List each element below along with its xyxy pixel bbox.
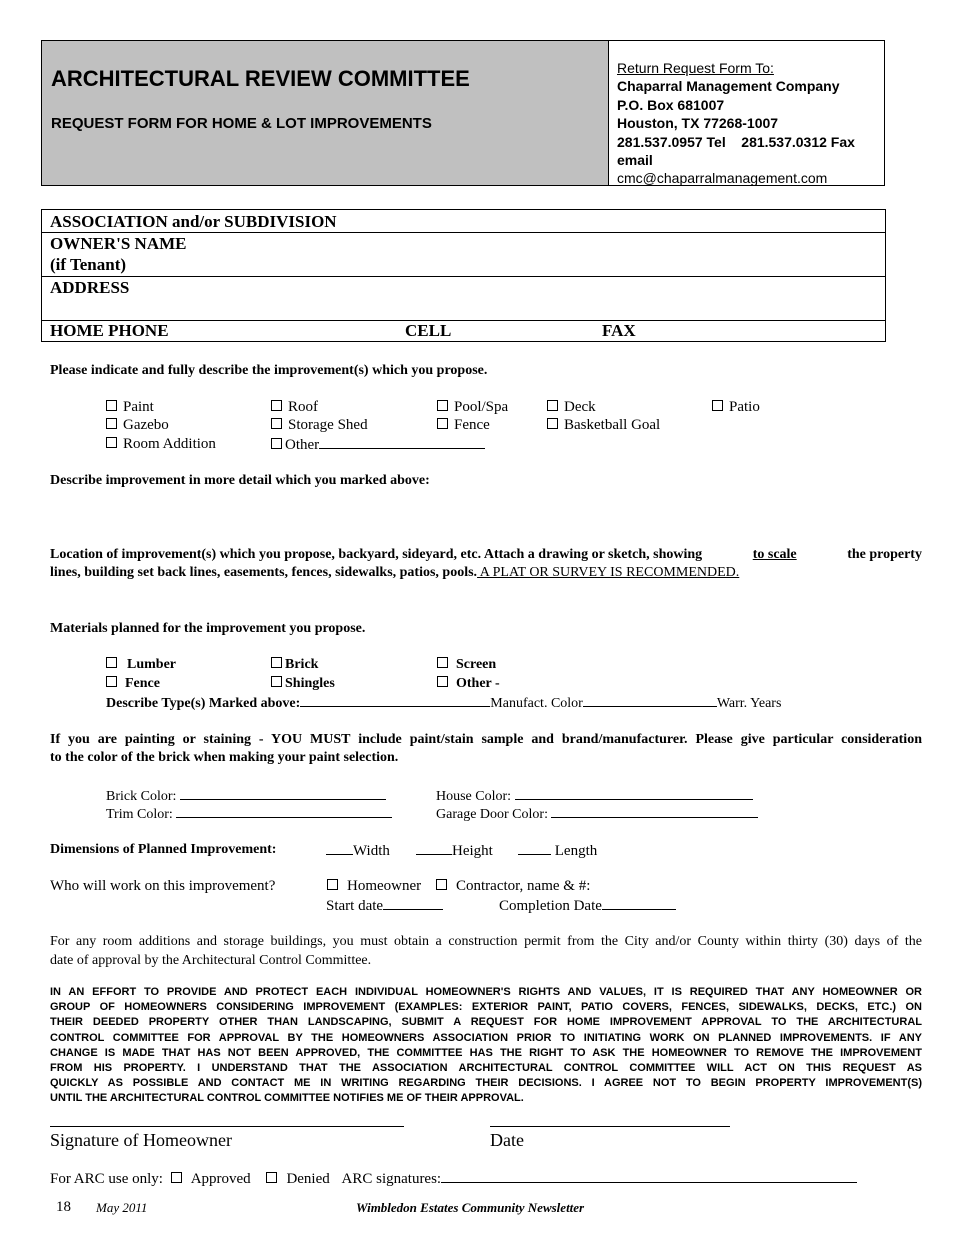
checkbox[interactable] [106, 657, 117, 668]
option-gazebo[interactable]: Gazebo [106, 417, 169, 434]
dimensions-label: Dimensions of Planned Improvement: [50, 842, 277, 857]
checkbox[interactable] [271, 400, 282, 411]
width-field[interactable]: Width [326, 842, 390, 860]
association-label: ASSOCIATION and/or SUBDIVISION [50, 212, 337, 231]
signature-label: Signature of Homeowner [50, 1130, 232, 1150]
arc-label: For ARC use only: [50, 1171, 163, 1187]
detail-prompt: Describe improvement in more detail which you marked above: [50, 473, 430, 488]
checkbox[interactable] [266, 1172, 277, 1183]
arc-denied-option[interactable]: Denied [266, 1171, 329, 1187]
checkbox[interactable] [437, 418, 448, 429]
company-name: Chaparral Management Company [617, 78, 840, 95]
checkbox[interactable] [106, 418, 117, 429]
option-deck[interactable]: Deck [547, 399, 596, 416]
fax-label: FAX [602, 321, 636, 340]
return-address [617, 59, 885, 188]
approval-notice: IN AN EFFORT TO PROVIDE AND PROTECT EACH INDIVIDUAL HOMEOWNER'S RIGHTS AND VALUES, IT IS REQUIRED THAT ANY HOMEOWNER OR GROUP OF HOMEOWNERS CONSIDERING IMPROVEMENT (EXAMPLES: EXTERIOR PAINT, PATIO COVERS, FENCES, SIDEWALKS, DECKS, ETC.) ON THEIR DEEDED PROPERTY OTHER THAN LANDSCAPING, SUBMIT A REQUEST FOR HOME IMPROVEMENT APPROVAL TO THE ARCHITECTURAL CONTROL COMMITTEE FOR APPROVAL BY THE HOMEOWNERS ASSOCIATION PRIOR TO INITIATING WORK ON PLANNED IMPROVEMENTS. IF ANY CHANGE IS MADE THAT HAS NOT BEEN APPROVED, THE COMMITTEE HAS THE RIGHT TO ASK THE HOMEOWNER TO REMOVE THE IMPROVEMENT FROM HIS PROPERTY. I UNDERSTAND THAT THE ASSOCIATION ARCHITECTURAL CONTROL COMMITTEE WILL ACT ON THIS REQUEST AS QUICKLY AS POSSIBLE AND CONTACT ME IN WRITING REGARDING THEIR DECISIONS. I AGREE NOT TO BEGIN PROPERTY IMPROVEMENT(S) UNTIL THE ARCHITECTURAL CONTROL COMMITTEE NOTIFIES ME OF THEIR APPROVAL. [50, 986, 922, 1105]
permit-line-1: For any room additions and storage buildings, you must obtain a construction permit from the City and/or County within thirty (30) days of the [50, 934, 922, 949]
header-title-panel [42, 41, 609, 185]
option-basketball-goal[interactable]: Basketball Goal [547, 417, 660, 434]
arc-approved-option[interactable]: Approved [171, 1171, 251, 1187]
trim-color-label: Trim Color: [106, 807, 173, 822]
checkbox[interactable] [106, 437, 117, 448]
other-field[interactable] [319, 436, 485, 449]
po-box: P.O. Box 681007 [617, 96, 725, 113]
tenant-label: (if Tenant) [50, 255, 127, 274]
checkbox[interactable] [437, 657, 448, 668]
permit-line-2: date of approval by the Architectural Control Committee. [50, 953, 372, 968]
header-box [41, 40, 885, 186]
completion-date-label: Completion Date [499, 898, 602, 914]
checkbox[interactable] [271, 657, 282, 668]
owner-name-label: OWNER'S NAME [50, 234, 187, 253]
garage-color-label: Garage Door Color: [436, 807, 548, 822]
return-to-label: Return Request Form To: [617, 60, 774, 76]
email-label: email [617, 152, 653, 169]
start-date-row [326, 897, 443, 915]
arc-signatures-field[interactable] [441, 1170, 857, 1183]
page-number: 18 [56, 1199, 71, 1215]
page-title: ARCHITECTURAL REVIEW COMMITTEE [51, 66, 470, 91]
contractor-option[interactable]: Contractor, name & #: [436, 878, 590, 895]
arc-signatures-label: ARC signatures: [341, 1171, 442, 1187]
improvements-prompt: Please indicate and fully describe the improvement(s) which you propose. [50, 363, 488, 378]
option-paint[interactable]: Paint [106, 399, 154, 416]
checkbox[interactable] [271, 418, 282, 429]
trim-color-field[interactable] [176, 805, 392, 818]
city-state-zip: Houston, TX 77268-1007 [617, 115, 779, 132]
checkbox[interactable] [437, 400, 448, 411]
address-label: ADDRESS [50, 278, 130, 297]
checkbox[interactable] [327, 879, 338, 890]
date-line[interactable] [490, 1126, 730, 1127]
newsletter-title: Wimbledon Estates Community Newsletter [356, 1200, 585, 1215]
length-field[interactable]: Length [518, 842, 597, 860]
material-other[interactable]: Other - [437, 676, 500, 692]
home-phone-label: HOME PHONE [50, 321, 169, 340]
warr-years-label: Warr. Years [716, 696, 782, 711]
location-line-1: Location of improvement(s) which you propose, backyard, sideyard, etc. Attach a drawing or sketch, showing to scale the property [50, 547, 922, 562]
checkbox[interactable] [437, 676, 448, 687]
start-date-label: Start date [326, 898, 384, 914]
checkbox[interactable] [106, 676, 117, 687]
garage-color-row [436, 805, 758, 823]
option-other[interactable]: Other [271, 436, 485, 454]
option-room-addition[interactable]: Room Addition [106, 436, 216, 453]
location-line-2: lines, building set back lines, easements, fences, sidewalks, patios, pools. A PLAT OR SURVEY IS RECOMMENDED. [50, 565, 740, 580]
material-shingles[interactable]: Shingles [271, 676, 335, 692]
arc-row [50, 1170, 857, 1188]
owner-info-box [41, 209, 886, 342]
material-brick[interactable]: Brick [271, 657, 318, 673]
house-color-field[interactable] [515, 787, 753, 800]
completion-date-row [499, 897, 676, 915]
material-screen[interactable]: Screen [437, 657, 496, 673]
checkbox[interactable] [547, 400, 558, 411]
email-address: cmc@chaparralmanagement.com [617, 170, 828, 187]
signature-line[interactable] [50, 1126, 404, 1127]
describe-types-row [106, 694, 781, 712]
completion-date-field[interactable] [602, 897, 676, 910]
checkbox[interactable] [271, 676, 282, 687]
option-roof[interactable]: Roof [271, 399, 318, 416]
option-storage-shed[interactable]: Storage Shed [271, 417, 368, 434]
option-pool-spa[interactable]: Pool/Spa [437, 399, 508, 416]
checkbox[interactable] [106, 400, 117, 411]
material-fence[interactable]: Fence [106, 676, 160, 692]
cell-label: CELL [405, 321, 452, 340]
option-patio[interactable]: Patio [712, 399, 760, 416]
date-label: Date [490, 1130, 524, 1150]
materials-prompt: Materials planned for the improvement you propose. [50, 621, 366, 636]
house-color-label: House Color: [436, 789, 512, 804]
start-date-field[interactable] [383, 897, 443, 910]
garage-color-field[interactable] [551, 805, 758, 818]
describe-types-label: Describe Type(s) Marked above: [106, 696, 301, 711]
page-subtitle: REQUEST FORM FOR HOME & LOT IMPROVEMENTS [51, 115, 432, 132]
height-field[interactable]: Height [416, 842, 493, 860]
trim-color-row [106, 805, 392, 823]
brick-color-row [106, 787, 386, 805]
phone-fax: 281.537.0957 Tel 281.537.0312 Fax [617, 133, 855, 150]
painting-line-1: If you are painting or staining - YOU MUST include paint/stain sample and brand/manufacturer. Please give particular consideration [50, 732, 922, 747]
material-lumber[interactable]: Lumber [106, 657, 176, 673]
checkbox[interactable] [712, 400, 723, 411]
color-field[interactable] [583, 694, 717, 707]
type-field[interactable] [300, 694, 490, 707]
plat-recommended: A PLAT OR SURVEY IS RECOMMENDED. [477, 565, 740, 580]
brick-color-label: Brick Color: [106, 789, 177, 804]
checkbox[interactable] [436, 879, 447, 890]
brick-color-field[interactable] [180, 787, 386, 800]
manufact-color-label: Manufact. Color [490, 696, 583, 711]
issue-date: May 2011 [96, 1200, 148, 1215]
checkbox[interactable] [171, 1172, 182, 1183]
checkbox[interactable] [271, 438, 282, 449]
homeowner-option[interactable]: Homeowner [327, 878, 421, 895]
checkbox[interactable] [547, 418, 558, 429]
worker-label: Who will work on this improvement? [50, 878, 276, 894]
house-color-row [436, 787, 753, 805]
option-fence[interactable]: Fence [437, 417, 490, 434]
painting-line-2: to the color of the brick when making your paint selection. [50, 750, 399, 765]
